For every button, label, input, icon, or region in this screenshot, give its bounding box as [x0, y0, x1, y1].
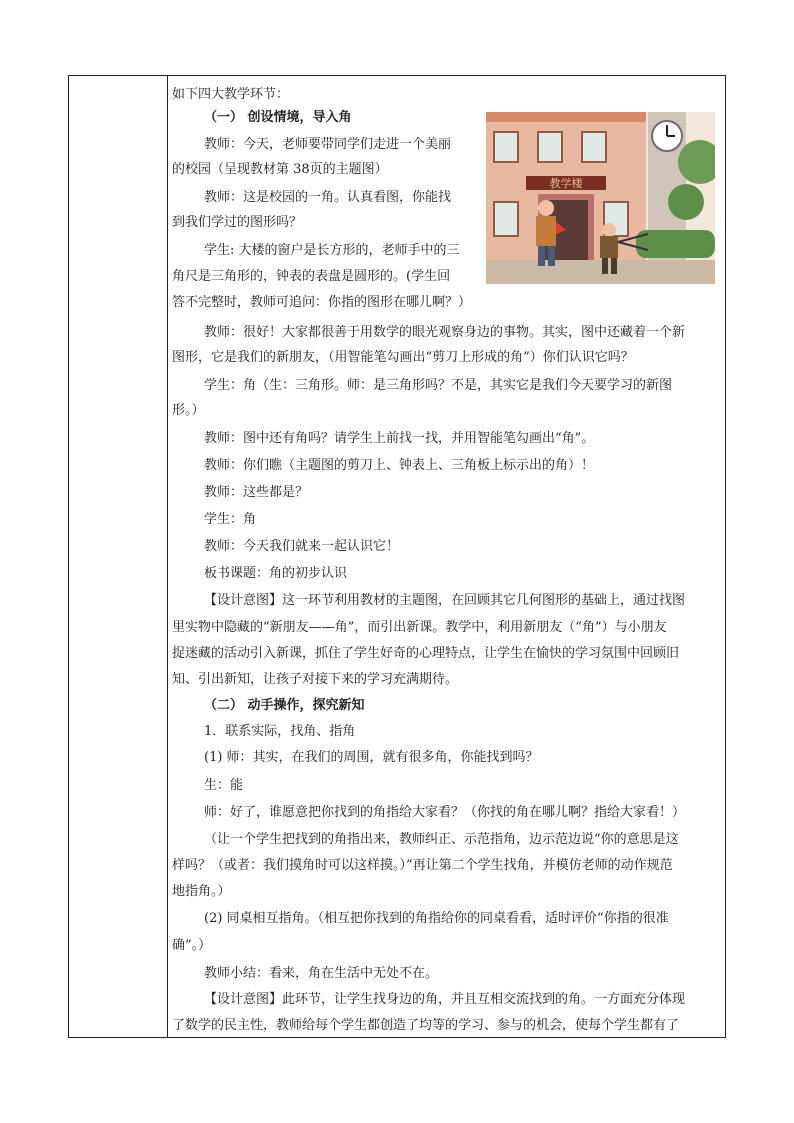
text-line: (2) 同桌相互指角。（相互把你找到的角指给你的同桌看看，适时评价“你指的很准 — [204, 911, 669, 926]
text-line: 学生：角（生：三角形。师：是三角形吗？不是，其实它是我们今天要学习的新图 — [204, 378, 673, 393]
text-line: 的校园（呈现教材第 38页的主题图） — [172, 162, 388, 177]
text-line: 教师：今天我们就来一起认识它！ — [204, 539, 400, 554]
text-line: 形。） — [172, 403, 205, 418]
text-line: 教师小结：看来，角在生活中无处不在。 — [204, 966, 439, 981]
text-line: 图形，它是我们的新朋友，（用智能笔勾画出“剪刀上形成的角”）你们认识它吗？ — [172, 350, 634, 365]
sign-text: 教学楼 — [549, 177, 583, 190]
text-line: 教师：很好！大家都很善于用数学的眼光观察身边的事物。其实，图中还藏着一个新 — [204, 325, 686, 340]
text-line: 教师：图中还有角吗？请学生上前找一找，并用智能笔勾画出“角”。 — [204, 431, 595, 446]
text-line: 捉迷藏的活动引入新课，抓住了学生好奇的心理特点，让学生在愉快的学习氛围中回顾旧 — [172, 646, 680, 661]
text-line: （让一个学生把找到的角指出来，教师纠正、示范指角，边示范边说“你的意思是这 — [204, 832, 679, 847]
text-line: 到我们学过的图形吗？ — [172, 215, 303, 230]
text-line: 师：好了，谁愿意把你找到的角指给大家看？（你找的角在哪儿啊？指给大家看！） — [204, 805, 686, 820]
text-line: 知、引出新知，让孩子对接下来的学习充满期待。 — [172, 672, 459, 687]
theme-illustration — [486, 112, 715, 284]
text-line: 生：能 — [204, 778, 244, 793]
text-line: (1) 师：其实，在我们的周围，就有很多角，你能找到吗？ — [204, 750, 539, 765]
text-line: 教师：今天，老师要带同学们走进一个美丽 — [204, 137, 452, 152]
text-line: 学生: 大楼的窗户是长方形的，老师手中的三 — [204, 243, 460, 258]
design-intent-line: 【设计意图】这一环节利用教材的主题图，在回顾其它几何图形的基础上，通过找图 — [204, 593, 686, 608]
text-line: 如下四大教学环节： — [172, 87, 290, 102]
section-heading: （一） 创设情境，导入角 — [204, 110, 352, 125]
text-line: 了数学的民主性，教师给每个学生都创造了均等的学习、参与的机会，使每个学生都有了 — [172, 1018, 680, 1033]
text-line: 地指角。） — [172, 884, 231, 899]
text-line: 板书课题：角的初步认识 — [204, 566, 348, 581]
text-line: 教师：这是校园的一角。认真看图，你能找 — [204, 190, 452, 205]
text-line: 样吗？（或者：我们摸角时可以这样摸。）”再让第二个学生找角，并模仿老师的动作规范 — [172, 858, 673, 873]
text-line: 里实物中隐藏的“新朋友——角”，而引出新课。教学中，利用新朋友（“角”）与小朋友 — [172, 620, 667, 635]
design-intent-line: 【设计意图】此环节，让学生找身边的角，并且互相交流找到的角。一方面充分体现 — [204, 992, 686, 1007]
text-line: 角尺是三角形的，钟表的表盘是圆形的。(学生回 — [172, 269, 451, 284]
text-line: 教师：你们瞧（主题图的剪刀上、钟表上、三角板上标示出的角）！ — [204, 458, 595, 473]
section-heading: （二） 动手操作，探究新知 — [204, 698, 365, 713]
text-line: 学生：角 — [204, 512, 257, 527]
text-line: 确”。） — [172, 938, 212, 953]
text-line: 教师：这些都是？ — [204, 485, 309, 500]
left-column — [69, 76, 168, 1037]
text-line: 答不完整时，教师可追问：你指的图形在哪儿啊？） — [172, 295, 472, 310]
text-line: 1．联系实际，找角、指角 — [204, 724, 356, 739]
